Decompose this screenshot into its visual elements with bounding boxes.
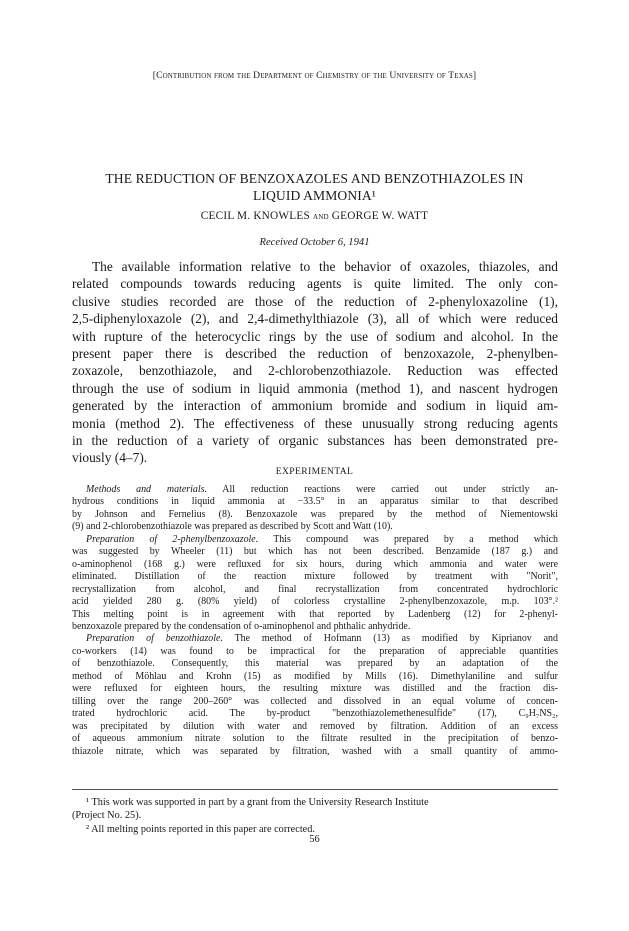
page-number: 56 — [309, 834, 320, 845]
body-line: of benzothiazole. Consequently, this material was prepared by an adaptation of the — [72, 658, 558, 670]
body-line: acid yielded 280 g. (80% yield) of colorless crystalline 2-phenylbenzoxazole, m.p. 103°.² — [72, 596, 558, 608]
footnote-2: ² All melting points reported in this paper are corrected. — [86, 823, 315, 835]
intro-line: present paper there is described the reduction of benzoxazole, 2-phenylben- — [72, 345, 558, 361]
intro-line: clusive studies recorded are those of the reduction of 2-phenyloxazoline (1), — [72, 293, 558, 309]
footnote-divider — [72, 789, 558, 790]
body-line: Preparation of benzothiazole. The method of Hofmann (13) as modified by Kiprianov and — [86, 633, 558, 645]
intro-line: monia (method 2). The effectiveness of these unusually strong reducing agents — [72, 415, 558, 431]
body-line: was suggested by Wheeler (11) but which has not been described. Benzamide (187 g.) and — [72, 546, 558, 558]
contribution-header — [60, 70, 569, 81]
intro-line: zoxazole, benzothiazole, and 2-chlorobenzothiazole. Reduction was effected — [72, 363, 558, 379]
experimental-section — [72, 484, 558, 758]
section-heading-experimental: EXPERIMENTAL — [275, 466, 354, 477]
body-line: eliminated. Distillation of the reaction mixture followed by treatment with "Norit", — [72, 571, 558, 583]
intro-line: 2,5-diphenyloxazole (2), and 2,4-dimethylthiazole (3), all of which were reduced — [72, 311, 558, 327]
intro-line: generated by the interaction of ammonium bromide and sodium in liquid am- — [72, 398, 558, 414]
body-line: hydrous conditions in liquid ammonia at −33.5° in an apparatus similar to that described — [72, 496, 558, 508]
article-title — [72, 170, 557, 204]
body-line: method of Möhlau and Krohn (15) as modified by Mills (16). Dimethylaniline and sulfur — [72, 670, 558, 682]
title-line-1: THE REDUCTION OF BENZOXAZOLES AND BENZOTHIAZOLES IN — [105, 171, 524, 186]
body-line: (9) and 2-chlorobenzothiazole was prepared as described by Scott and Watt (10). — [72, 521, 393, 533]
body-line: was precipitated by dilution with water and removed by filtration. Addition of an excess — [72, 720, 558, 732]
body-line: were refluxed for eighteen hours, the resulting mixture was distilled and the fraction dis- — [72, 683, 558, 695]
title-line-2: LIQUID AMMONIA¹ — [252, 188, 376, 203]
intro-line: through the use of sodium in liquid ammonia (method 1), and nascent hydrogen — [72, 380, 558, 396]
intro-line: with rupture of the heterocyclic rings by the use of sodium and alcohol. In the — [72, 328, 558, 344]
author-watt: GEORGE W. WATT — [331, 210, 429, 222]
footnote-1: ¹ This work was supported in part by a grant from the University Research Institute — [86, 797, 429, 808]
body-line: thiazole nitrate, which was separated by filtration, washed with a small quantity of ammo- — [72, 745, 558, 757]
intro-line: in the reduction of a variety of organic substances has been demonstrated pre- — [72, 432, 558, 448]
body-line: benzoxazole prepared by the condensation of o-aminophenol and phthalic anhydride. — [72, 620, 411, 632]
received-date: Received October 6, 1941 — [259, 237, 370, 248]
body-line: by Johnson and Fernelius (8). Benzoxazole was prepared by the method of Niementowski — [72, 508, 558, 520]
body-line: This melting point is in agreement with that reported by Ladenberg (12) for 2-phenyl- — [72, 608, 558, 620]
body-line: tilling over the range 200–260° was collected and dissolved in an equal volume of concen- — [72, 695, 558, 707]
author-knowles: CECIL M. KNOWLES — [200, 210, 310, 222]
footnotes — [72, 796, 558, 836]
footnote-1-continued: (Project No. 25). — [72, 810, 142, 822]
intro-line: viously (4–7). — [72, 450, 148, 466]
body-line: recrystallization from alcohol, and final recrystallization from concentrated hydrochloric — [72, 583, 558, 595]
body-line: co-workers (14) was found to be impractical for the preparation of appreciable quantities — [72, 645, 558, 657]
author-line — [60, 210, 569, 222]
body-line: o-aminophenol (168 g.) were refluxed for six hours, during which ammonia and water were — [72, 558, 558, 570]
body-line: Methods and materials. All reduction reactions were carried out under strictly an- — [86, 484, 558, 495]
intro-paragraph — [72, 258, 558, 467]
intro-line: The available information relative to the behavior of oxazoles, thiazoles, and — [92, 259, 558, 274]
paragraph-lead-phenylbenzoxazole: Preparation of 2-phenylbenzoxazole. — [86, 533, 259, 545]
author-conjunction: and — [312, 211, 329, 222]
body-line: trated hydrochloric acid. The by-product "benzothiazolemethenesulfide" (17), C₉H₇NS₂, — [72, 708, 558, 720]
body-line: of aqueous ammonium nitrate solution to the filtrate resulted in the precipitation of benzo- — [72, 733, 558, 745]
paragraph-lead-benzothiazole: Preparation of benzothiazole. — [86, 633, 223, 645]
intro-line: related compounds towards reducing agents is quite limited. The only con- — [72, 276, 558, 292]
body-line: Preparation of 2-phenylbenzoxazole. This compound was prepared by a method which — [86, 533, 559, 545]
contribution-text: [Contribution from the Department of Chemistry of the University of Texas] — [152, 70, 477, 81]
paragraph-lead-methods: Methods and materials. — [86, 484, 207, 495]
